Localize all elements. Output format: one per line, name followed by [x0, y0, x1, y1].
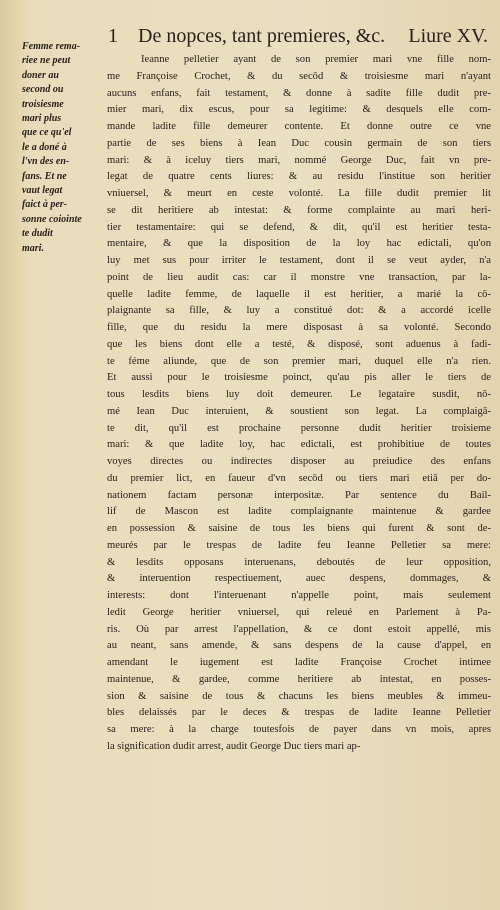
text-line: meurés par le trespas de ladite feu Ieanne Pelletier sa mere:	[107, 539, 491, 551]
text-line: aucuns enfans, fait testament, & donne à sadite fille dudit pre-	[107, 87, 491, 99]
text-line: legat de quatre cents liures: & au residu l'institue son heritier	[107, 171, 491, 183]
text-line: plaignante sa fille, & luy a constitué dot: & a accordé icelle	[107, 305, 491, 317]
text-line: mé Iean Duc interuient, & soustient son legat. La complaigā-	[107, 405, 491, 417]
text-line: quelle ladite femme, de laquelle il est heritier, a marié la cō-	[107, 288, 491, 300]
margin-note-line: sonne coiointe	[22, 213, 82, 225]
text-line: point de lieu audit cas: car il monstre vne transaction, par la-	[107, 271, 491, 283]
text-line: amendant le iugement est ladite Françoise Crochet intimee	[107, 657, 491, 668]
margin-note-line: mari plus	[22, 113, 62, 125]
text-line: sa mere: à la charge toutesfois de payer dans vn mois, apres	[107, 724, 491, 735]
margin-note-line: l'vn des en-	[22, 156, 70, 168]
text-line: te dit, qu'il est prochaine personne dudit heritier troisieme	[107, 422, 491, 434]
text-line: lif de Mascon est ladite complaignante maintenue & gardee	[107, 506, 491, 518]
margin-note-line: mari.	[22, 242, 44, 254]
text-line: au neant, sans amende, & sans despens de la cause d'appel, en	[107, 640, 491, 652]
text-line: tous lesdits biens luy doit demeurer. Le legataire susdit, nō-	[107, 389, 491, 400]
running-header	[108, 22, 488, 50]
text-line: mier mari, dix escus, pour sa legitime: & desquels elle com-	[107, 104, 491, 116]
text-line: Ieanne pelletier ayant de son premier mari vne fille nom-	[141, 54, 491, 65]
text-line: mande ladite fille demeurer contente. Et donne outre ce vne	[107, 121, 491, 132]
body-text	[107, 52, 491, 756]
text-line: mari: & à iceluy tiers mari, nommé George Duc, fait vn pre-	[107, 154, 491, 166]
text-line: Et aussi pour le troisiesme poinct, qu'au pis aller le tiers de	[107, 372, 491, 384]
text-line: en possession & saisine de tous les biens qui furent & sont de-	[107, 523, 491, 534]
text-line: mentaire, & que la disposition de la loy hac edictali, qu'on	[107, 238, 491, 250]
margin-note-line: fans. Et ne	[22, 170, 67, 182]
margin-note-line: second ou	[22, 84, 64, 96]
text-line: du premier lict, en faueur d'vn secōd ou tiers mari etiā per do-	[107, 472, 491, 484]
margin-note-line: riee ne peut	[22, 55, 71, 67]
margin-note-line: doner au	[22, 69, 59, 81]
text-line: me Françoise Crochet, & du secōd & troisiesme mari n'ayant	[107, 70, 491, 82]
text-line: & interuention respectiuement, auec despens, dommages, &	[107, 573, 491, 585]
margin-note-line: Femme rema-	[22, 41, 81, 52]
text-line: fille, que du residu la mere disposast à sa volonté. Secondo	[107, 322, 491, 333]
text-line: maintenue, & gardee, comme heritiere ab intestat, en posses-	[107, 673, 491, 685]
text-line: interests: dont l'interuenant n'appelle point, mais seulement	[107, 590, 491, 601]
text-line: mari: & que ladite loy, hac edictali, est prohibitiue de toutes	[107, 439, 491, 451]
text-line: vniuersel, & meurt en ceste volonté. La fille dudit premier lit	[107, 188, 491, 199]
margin-note-line: troisiesme	[22, 98, 64, 110]
book-section: Liure XV.	[408, 25, 488, 47]
text-line: te féme aliunde, que de son premier mari, duquel elle n'a rien.	[107, 355, 491, 367]
text-line: la signification dudit arrest, audit George Duc tiers mari ap-	[107, 740, 361, 752]
text-line: ris. Où par arrest l'appellation, & ce dont estoit appellé, mis	[107, 623, 491, 635]
text-line: nationem factam personæ interpositæ. Par sentence du Bail-	[107, 489, 491, 501]
text-line: & lesdits opposans interuenans, deboutés de leur opposition,	[107, 556, 491, 568]
text-line: bles delaissés par le deces & trespas de ladite Ieanne Pelletier	[107, 707, 491, 719]
text-line: partie de ses biens à Iean Duc cousin germain de son tiers	[107, 137, 491, 149]
margin-note-line: te dudit	[22, 228, 53, 240]
margin-notes	[22, 40, 110, 256]
page-number: 1	[108, 25, 118, 47]
text-line: se dit heritiere ab intestat: & forme complainte au mari heri-	[107, 204, 491, 216]
text-line: luy met sus pour irriter le testament, dont il se veut ayder, n'a	[107, 255, 491, 266]
margin-note-line: faict à per-	[22, 199, 67, 211]
margin-note-line: vaut legat	[22, 185, 63, 197]
text-line: voyes directes ou indirectes disposer au preiudice des enfans	[107, 456, 491, 467]
text-line: ledit George heritier vniuersel, qui releué en Parlement à Pa-	[107, 606, 491, 618]
text-line: tier testamentaire: qui se defend, & dit, qu'il est heritier testa-	[107, 221, 491, 233]
text-line: sion & saisine de tous & chacuns les biens meubles & immeu-	[107, 690, 491, 702]
running-title: De nopces, tant premieres, &c.	[138, 25, 386, 47]
margin-note-line: le a doné à	[22, 141, 67, 153]
margin-note-line: que ce qu'el	[22, 127, 72, 139]
text-line: que les biens dont elle a testé, & disposé, sont aduenus à fadi-	[107, 338, 491, 350]
